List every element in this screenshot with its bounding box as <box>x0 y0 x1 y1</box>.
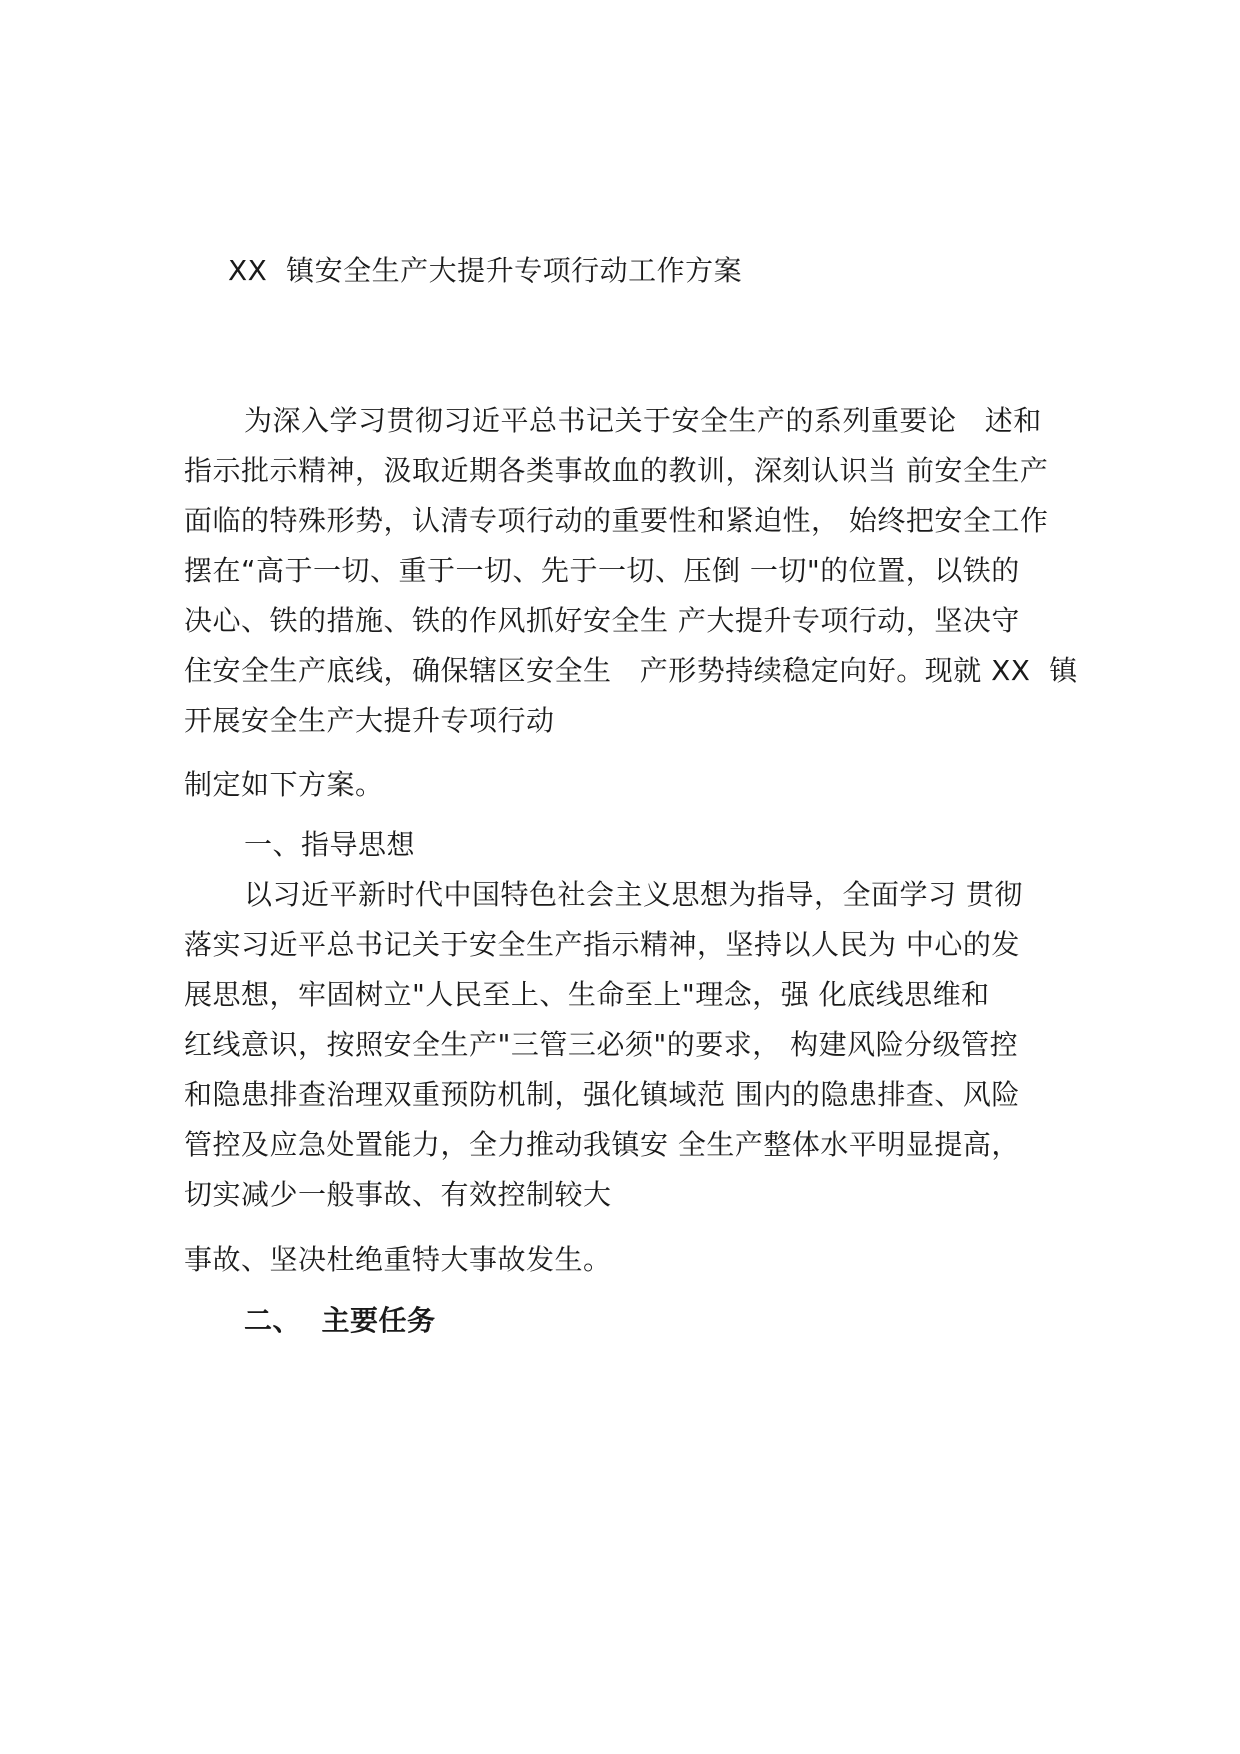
paragraph-line: 事故、坚决杜绝重特大事故发生。 <box>184 1243 612 1276</box>
paragraph-line: 摆在“高于一切、重于一切、先于一切、压倒 一切"的位置，以铁的 <box>184 554 1020 587</box>
document-title: XX 镇安全生产大提升专项行动工作方案 <box>228 254 743 287</box>
paragraph-line: 面临的特殊形势，认清专项行动的重要性和紧迫性， 始终把安全工作 <box>184 504 1049 537</box>
paragraph-line: 展思想，牢固树立"人民至上、生命至上"理念，强 化底线思维和 <box>184 978 990 1011</box>
paragraph-line: 以习近平新时代中国特色社会主义思想为指导，全面学习 贯彻 <box>244 878 1023 911</box>
section-heading: 二、 主要任务 <box>244 1304 436 1337</box>
paragraph-line: 制定如下方案。 <box>184 768 384 801</box>
paragraph-line: 和隐患排查治理双重预防机制，强化镇域范 围内的隐患排查、风险 <box>184 1078 1020 1111</box>
paragraph-line: 管控及应急处置能力，全力推动我镇安 全生产整体水平明显提高， <box>184 1128 1020 1161</box>
paragraph-line: 切实减少一般事故、有效控制较大 <box>184 1178 612 1211</box>
paragraph-line: 住安全生产底线，确保辖区安全生 产形势持续稳定向好。现就 XX 镇 <box>184 654 1078 687</box>
paragraph-line: 决心、铁的措施、铁的作风抓好安全生 产大提升专项行动，坚决守 <box>184 604 1020 637</box>
paragraph-line: 为深入学习贯彻习近平总书记关于安全生产的系列重要论 述和 <box>244 404 1042 437</box>
paragraph-line: 指示批示精神，汲取近期各类事故血的教训，深刻认识当 前安全生产 <box>184 454 1049 487</box>
paragraph-line: 落实习近平总书记关于安全生产指示精神，坚持以人民为 中心的发 <box>184 928 1020 961</box>
paragraph-line: 开展安全生产大提升专项行动 <box>184 704 555 737</box>
section-heading: 一、指导思想 <box>244 828 416 861</box>
paragraph-line: 红线意识，按照安全生产"三管三必须"的要求， 构建风险分级管控 <box>184 1028 1019 1061</box>
